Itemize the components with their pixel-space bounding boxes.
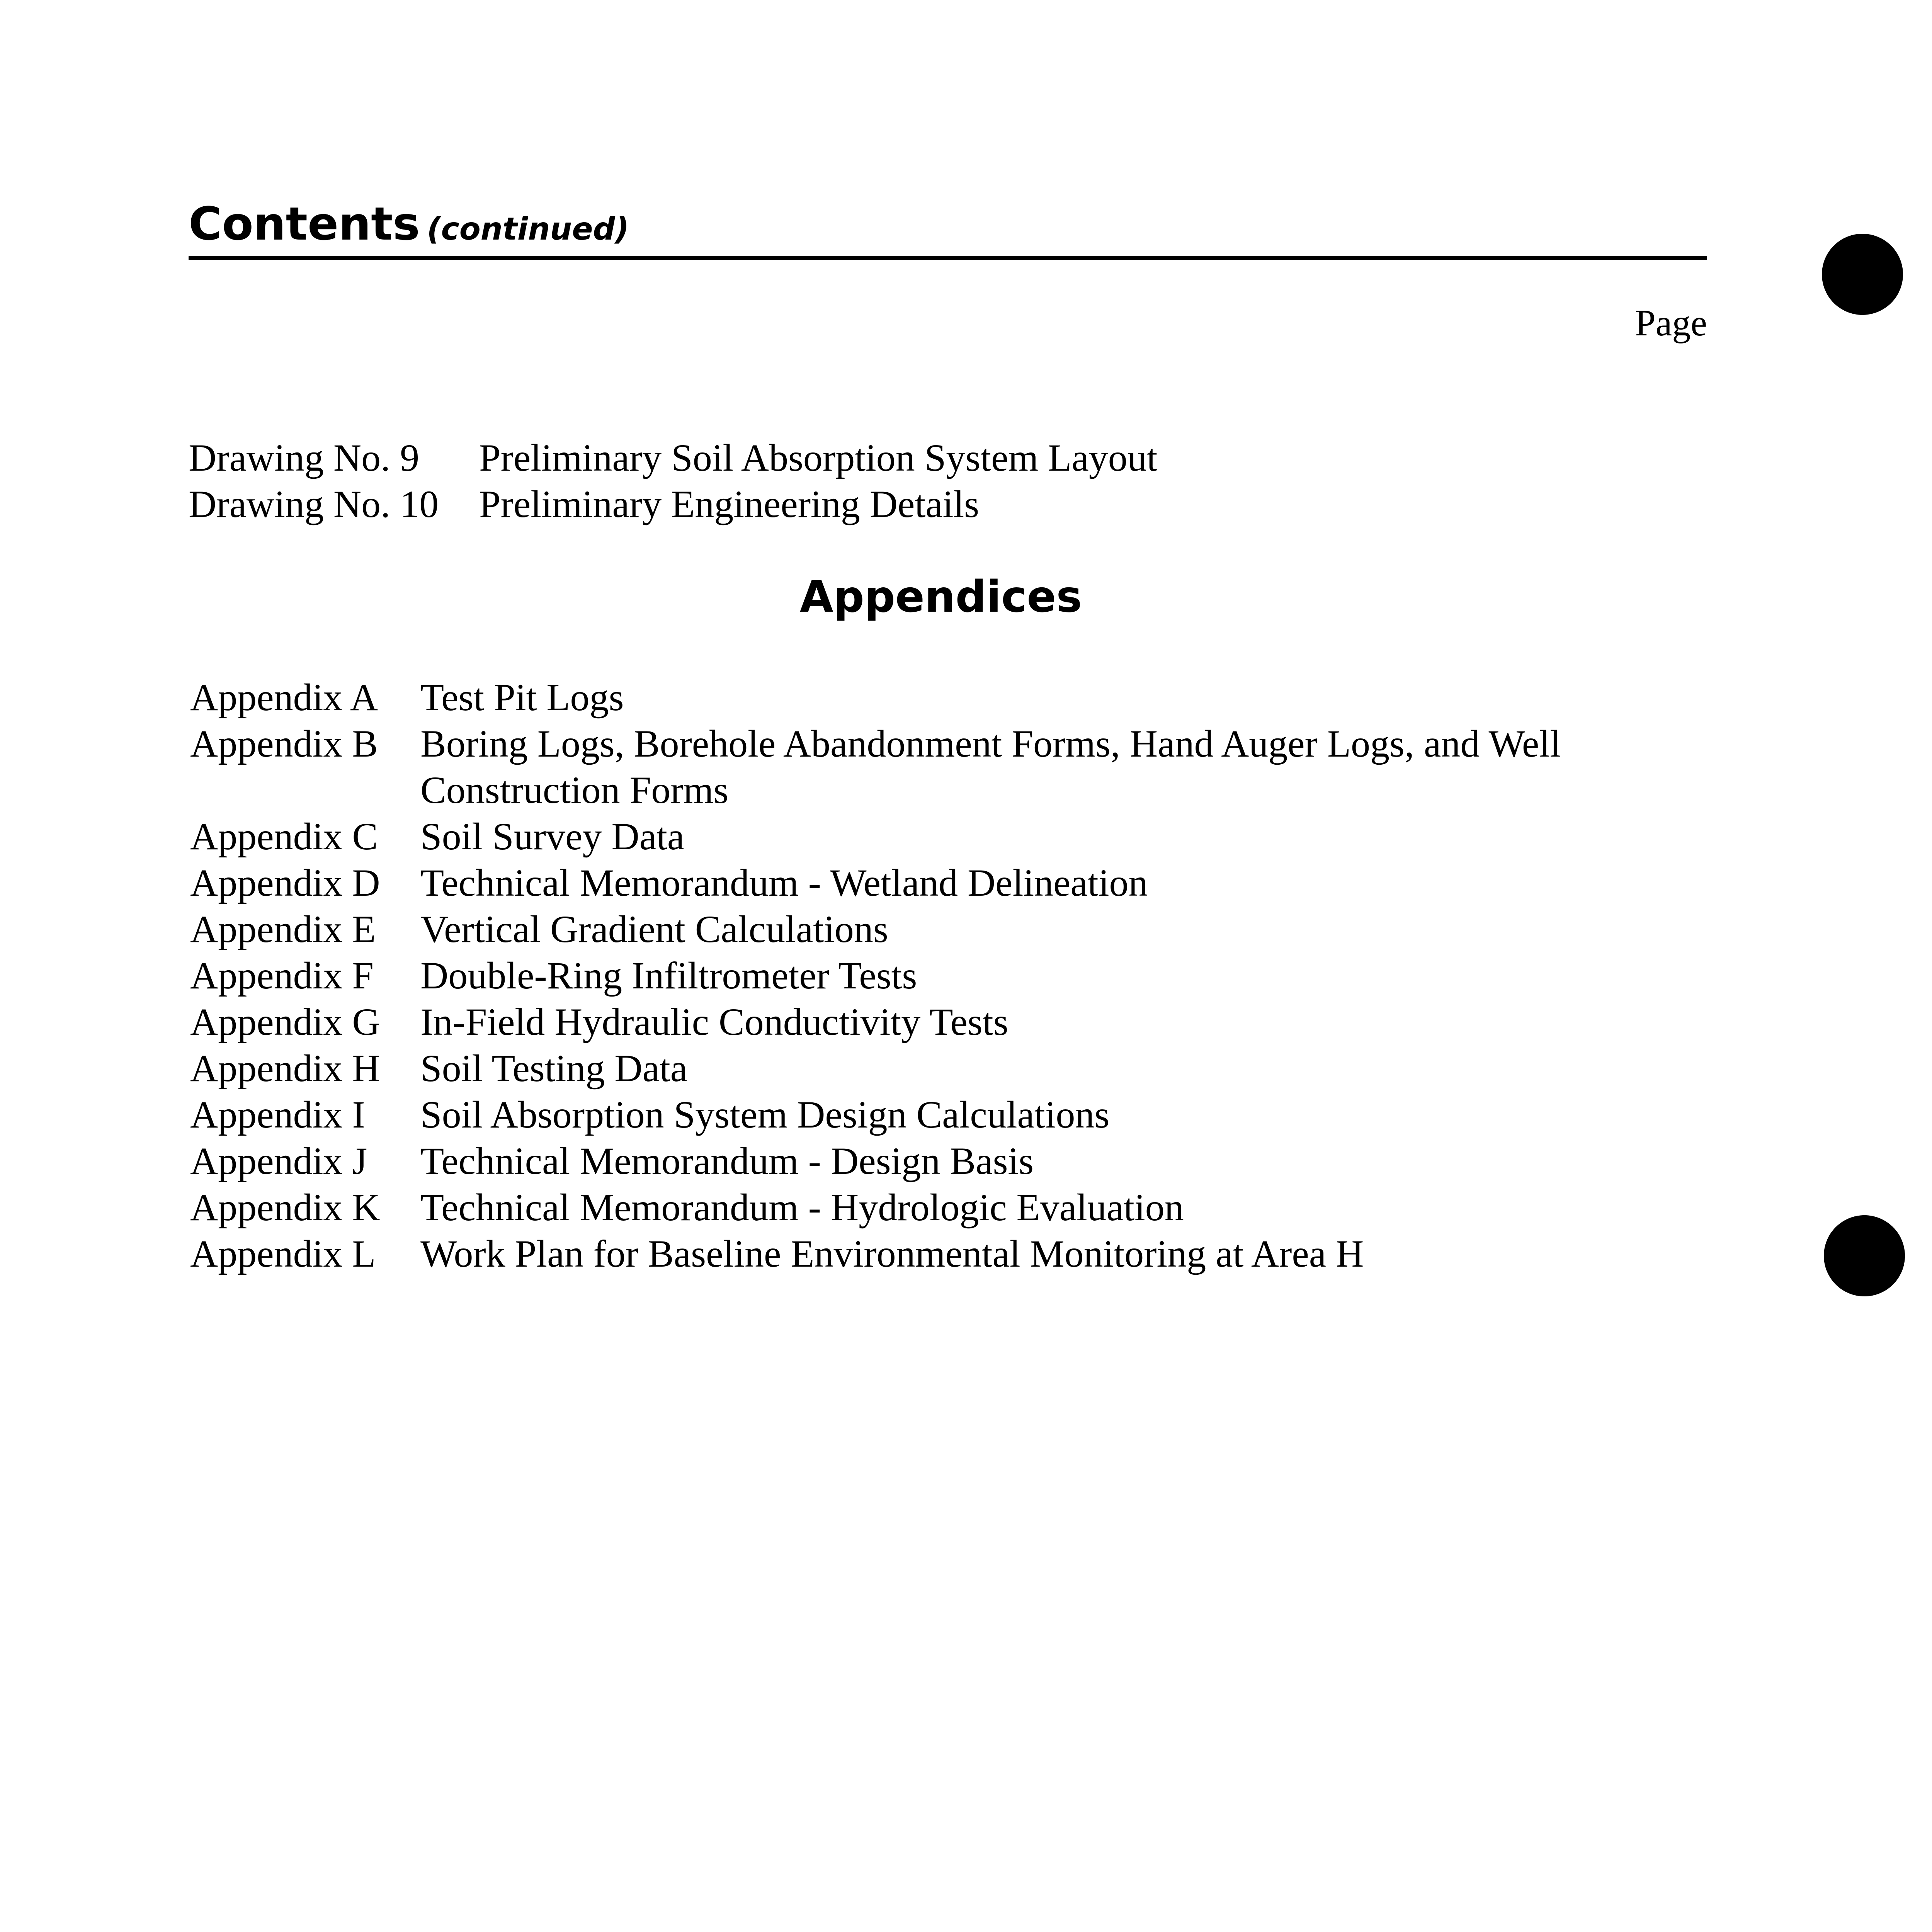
drawing-title: Preliminary Engineering Details [479,483,980,526]
appendix-title: Test Pit Logs [420,676,624,719]
appendix-title: Vertical Gradient Calculations [420,908,888,951]
binder-hole [1824,1215,1905,1296]
appendix-label: Appendix J [190,1139,367,1182]
drawing-label: Drawing No. 9 [189,436,420,479]
appendix-title: Soil Absorption System Design Calculations [420,1093,1110,1136]
appendix-label: Appendix E [190,908,376,951]
page-column-label: Page [1635,302,1707,344]
contents-continued-note: (continued) [427,211,629,247]
appendix-label: Appendix I [190,1093,365,1136]
page-title [189,197,629,250]
appendix-label: Appendix H [190,1047,380,1090]
appendix-title: Boring Logs, Borehole Abandonment Forms, Hand Auger Logs, and Well [420,722,1561,765]
binder-hole [1822,234,1903,315]
appendix-title: Soil Testing Data [420,1047,688,1090]
appendix-title: In-Field Hydraulic Conductivity Tests [420,1000,1009,1043]
appendix-title-continuation: Construction Forms [420,769,729,811]
appendix-title: Work Plan for Baseline Environmental Monitoring at Area H [420,1232,1364,1275]
appendices-heading: Appendices [799,572,1082,622]
appendix-label: Appendix D [190,861,380,904]
appendix-label: Appendix C [190,815,378,858]
appendix-title: Technical Memorandum - Hydrologic Evaluation [420,1186,1184,1229]
appendix-title: Soil Survey Data [420,815,685,858]
appendix-label: Appendix A [190,676,378,719]
appendix-label: Appendix G [190,1000,380,1043]
header-divider [189,256,1707,260]
appendix-label: Appendix K [190,1186,380,1229]
appendix-title: Technical Memorandum - Design Basis [420,1139,1034,1182]
drawing-title: Preliminary Soil Absorption System Layout [479,436,1158,479]
appendix-label: Appendix F [190,954,374,997]
appendix-title: Technical Memorandum - Wetland Delineation [420,861,1148,904]
appendix-label: Appendix B [190,722,378,765]
drawing-label: Drawing No. 10 [189,483,439,526]
appendix-label: Appendix L [190,1232,376,1275]
contents-heading: Contents [189,197,420,250]
appendix-title: Double-Ring Infiltrometer Tests [420,954,917,997]
